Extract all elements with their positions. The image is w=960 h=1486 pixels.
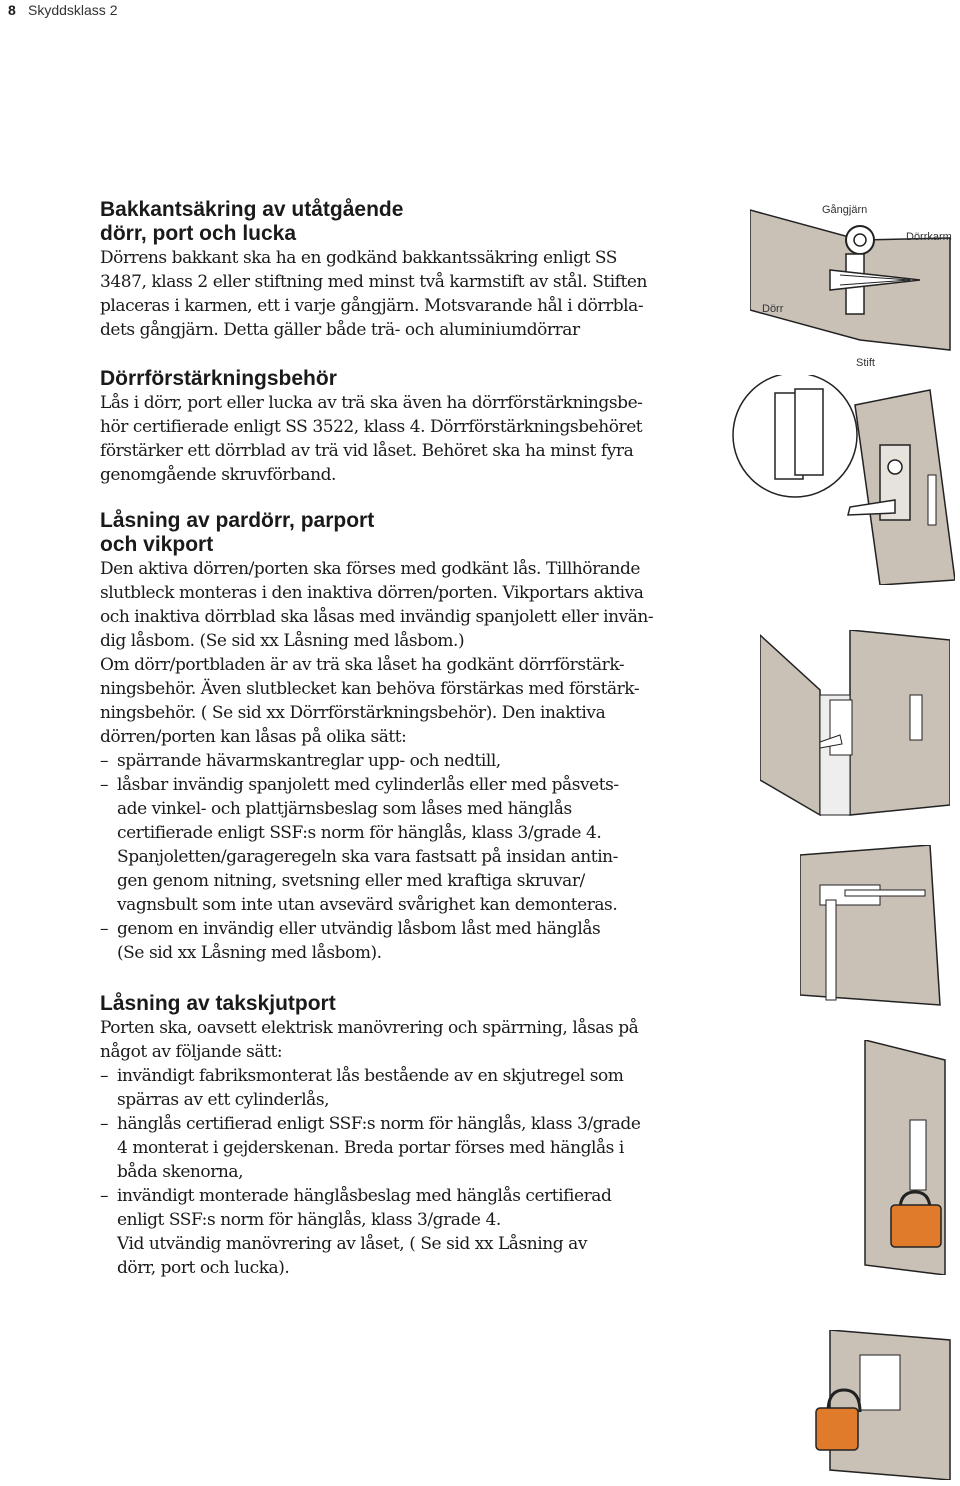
list-item: – genom en invändig eller utvändig låsbom låst med hänglås — [100, 919, 601, 939]
label-pin: Stift — [856, 357, 875, 369]
paragraph-line: Den aktiva dörren/porten ska förses med godkänt lås. Tillhörande — [100, 559, 640, 579]
paragraph-line: hör certifierade enligt SS 3522, klass 4. Dörrförstärkningsbehöret — [100, 417, 643, 437]
paragraph-line: dig låsbom. (Se sid xx Låsning med låsbom.) — [100, 631, 465, 651]
label-frame: Dörrkarm — [906, 231, 952, 243]
wall-padlock-illustration — [810, 1330, 955, 1480]
list-item-continuation: vagnsbult som inte utan avsevärd svårighet kan demonteras. — [117, 895, 618, 915]
lock-escutcheon — [830, 700, 852, 755]
padlock-icon — [816, 1408, 858, 1450]
paragraph-line: genomgående skruvförband. — [100, 465, 336, 485]
list-item-continuation: ade vinkel- och plattjärnsbeslag som låses med hänglås — [117, 799, 572, 819]
bolt-rod — [826, 900, 836, 1000]
running-title: Skyddsklass 2 — [28, 2, 118, 18]
door-leaf — [760, 635, 820, 815]
paragraph-line: Lås i dörr, port eller lucka av trä ska även ha dörrförstärkningsbe- — [100, 393, 643, 413]
hinge-pin-illustration — [750, 200, 960, 375]
track-padlock-illustration — [855, 1040, 955, 1275]
running-header — [0, 0, 960, 20]
list-item-continuation: 4 monterat i gejderskenan. Breda portar förses med hänglås i — [117, 1138, 624, 1158]
list-item-continuation: enligt SSF:s norm för hänglås, klass 3/grade 4. — [117, 1210, 501, 1230]
section-heading: Låsning av takskjutport — [100, 992, 336, 1015]
list-item-continuation: gen genom nitning, svetsning eller med kraftiga skruvar/ — [117, 871, 585, 891]
paragraph-line: Dörrens bakkant ska ha en godkänd bakkantssäkring enligt SS — [100, 248, 617, 268]
section-pardorr — [100, 509, 660, 965]
list-item: – spärrande hävarmskantreglar upp- och nedtill, — [100, 751, 501, 771]
list-item: – hänglås certifierad enligt SSF:s norm för hänglås, klass 3/grade — [100, 1114, 641, 1134]
padlock-icon — [891, 1205, 941, 1247]
espagnolette-illustration — [800, 845, 950, 1010]
list-item-continuation: Vid utvändig manövrering av låset, ( Se sid xx Låsning av — [117, 1234, 587, 1254]
paragraph-line: något av följande sätt: — [100, 1042, 283, 1062]
section-takskjutport — [100, 992, 660, 1280]
paragraph-line: och inaktiva dörrblad ska låsas med invändig spanjolett eller invän- — [100, 607, 654, 627]
list-item-continuation: båda skenorna, — [117, 1162, 244, 1182]
section-bakkantsakring — [100, 198, 660, 342]
bolt-bracket — [910, 1120, 926, 1190]
double-door-illustration — [760, 630, 950, 820]
door-leaf-active — [850, 630, 950, 815]
section-heading: Låsning av pardörr, parport och vikport — [100, 509, 375, 556]
paragraph-line: dörren/porten kan låsas på olika sätt: — [100, 727, 407, 747]
list-item-continuation: Spanjoletten/garageregeln ska vara fastsatt på insidan antin- — [117, 847, 618, 867]
page-number: 8 — [8, 2, 16, 18]
list-item: – invändigt monterade hänglåsbeslag med hänglås certifierad — [100, 1186, 612, 1206]
paragraph-line: dets gångjärn. Detta gäller både trä- och aluminiumdörrar — [100, 320, 580, 340]
hasp-plate — [860, 1355, 900, 1410]
paragraph-line: slutbleck monteras i den inaktiva dörren/porten. Vikportars aktiva — [100, 583, 644, 603]
paragraph-line: Om dörr/portbladen är av trä ska låset ha godkänt dörrförstärk- — [100, 655, 625, 675]
paragraph-line: 3487, klass 2 eller stiftning med minst två karmstift av stål. Stiften — [100, 272, 648, 292]
door-leaf — [800, 845, 940, 1005]
label-door: Dörr — [762, 303, 784, 315]
hinge-knuckle — [846, 226, 874, 254]
paragraph-line: ningsbehör. Även slutblecket kan behöva förstärkas med förstärk- — [100, 679, 640, 699]
paragraph-line: ningsbehör. ( Se sid xx Dörrförstärkningsbehör). Den inaktiva — [100, 703, 606, 723]
list-item-continuation: (Se sid xx Låsning med låsbom). — [117, 943, 382, 963]
list-item-continuation: dörr, port och lucka). — [117, 1258, 290, 1278]
section-heading: Bakkantsäkring av utåtgående dörr, port och lucka — [100, 198, 404, 245]
section-heading: Dörrförstärkningsbehör — [100, 367, 337, 390]
paragraph-line: Porten ska, oavsett elektrisk manövrering och spärrning, låsas på — [100, 1018, 639, 1038]
bullet-list — [100, 749, 660, 965]
label-hinge: Gångjärn — [822, 204, 868, 216]
bullet-list — [100, 1064, 660, 1280]
section-dorrforstarkning — [100, 367, 660, 487]
list-item-continuation: certifierade enligt SSF:s norm för hänglås, klass 3/grade 4. — [117, 823, 602, 843]
list-item-continuation: spärras av ett cylinderlås, — [117, 1090, 330, 1110]
paragraph-line: placeras i karmen, ett i varje gångjärn. Motsvarande hål i dörrbla- — [100, 296, 644, 316]
door-reinforcement-illustration — [730, 375, 955, 585]
list-item: – invändigt fabriksmonterat lås bestående av en skjutregel som — [100, 1066, 624, 1086]
strike-plate — [910, 695, 922, 740]
list-item: – låsbar invändig spanjolett med cylinderlås eller med påsvets- — [100, 775, 619, 795]
strike-plate — [928, 475, 936, 525]
paragraph-line: förstärker ett dörrblad av trä vid låset. Behöret ska ha minst fyra — [100, 441, 634, 461]
